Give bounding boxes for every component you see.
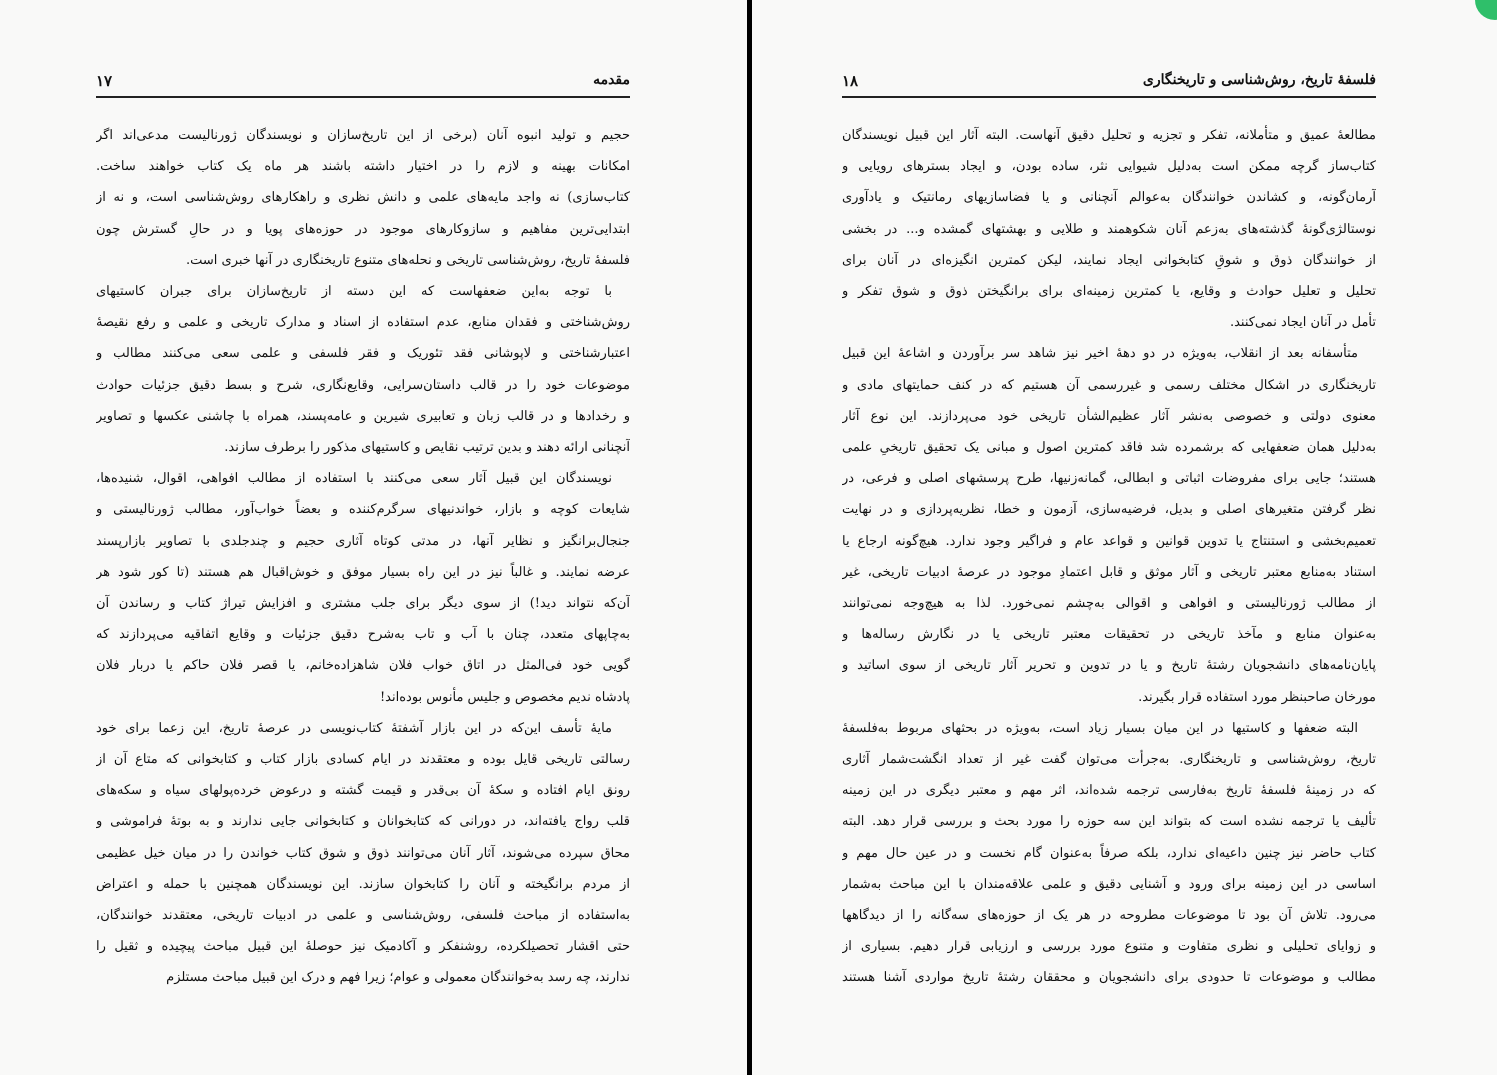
left-page-header — [96, 66, 630, 98]
text-line: حجیم و تولید انبوه آنان (برخی از این تاریخ‌سازان و نویسندگان ژورنالیست مدعی‌اند اگر — [96, 128, 630, 143]
text-line: آنچنانی ارائه دهند و بدین ترتیب نقایص و کاستیهای مذکور را برطرف سازند. — [224, 440, 630, 456]
text-line: به‌استفاده از مباحث فلسفی، روش‌شناسی و علمی در ادبیات تاریخی، معتقدند خوانندگان، — [96, 908, 630, 924]
text-line: امکانات بهینه و لازم را در اختیار داشته باشند هر ماه یک کتاب خواهند ساخت. — [96, 159, 630, 175]
text-line: کتاب حاضر نیز چنین داعیه‌ای ندارد، بلکه صرفاً به‌عنوان گام نخست و در عین حال مهم و — [842, 845, 1376, 861]
right-page-number: ۱۸ — [842, 72, 859, 90]
text-line: ابتدایی‌ترین مفاهیم و سازوکارهای موجود در حوزه‌های پویا و در حالِ گسترش چون — [96, 221, 630, 237]
text-line: تأمل در آنان ایجاد نمی‌کنند. — [1229, 315, 1376, 331]
text-line: فلسفهٔ تاریخ، روش‌شناسی تاریخی و نحله‌های متنوع تاریخنگاری در آنها خبری است. — [186, 252, 630, 268]
text-line: از مطالب ژورنالیستی و افواهی و اقوالی به‌چشم نمی‌خورد. لذا به هیچ‌وجه نمی‌توانند — [842, 596, 1376, 612]
text-line: نظر گرفتن متغیرهای اصلی و بدیل، فرضیه‌سازی، آزمون و خطا، نظریه‌پردازی و در نهایت — [842, 502, 1376, 518]
text-line: تعمیم‌بخشی و استنتاج یا تدوین قوانین و قواعد عام و فراگیر وجود ندارد. هیچ‌گونه ارجاع یا — [842, 533, 1376, 549]
left-running-title: مقدمه — [593, 72, 630, 88]
text-line: پادشاه ندیم مخصوص و جلیس مأنوس بوده‌اند! — [379, 689, 630, 705]
text-line: با توجه به‌این ضعفهاست که این دسته از تاریخ‌سازان برای جبران کاستیهای — [96, 284, 612, 300]
text-line: از مردم برانگیخته و آنان را کتابخوان سازند. این نویسندگان همچنین با حمله و اعتراض — [96, 876, 630, 892]
text-line: عرضه نمایند. و غالباً نیز در این راه بسیار موفق و خوش‌اقبال هم هستند (تا کور شود هر — [96, 564, 630, 580]
text-line: به‌عنوان منابع و مآخذ تاریخی در تحقیقات معتبر تاریخی یا در نگارش رساله‌ها و — [842, 627, 1376, 643]
text-line: مطالب و موضوعات تا حدودی برای دانشجویان و محققان رشتهٔ تاریخ مواردی آشنا هستند — [842, 970, 1376, 986]
text-line: تألیف یا ترجمه نشده است که بتواند این سه حوزه را مورد بحث و بررسی قرار دهد. البته — [842, 814, 1376, 830]
text-line: شایعات کوچه و بازار، خواندنیهای سرگرم‌کننده و بعضاً خواب‌آور، مطالب ژورنالیستی و — [96, 502, 630, 518]
text-line: رونق ایام افتاده و سکهٔ آن بی‌قدر و قیمت گشته و درعوض خرده‌پولهای سیاه و سکه‌های — [96, 783, 630, 799]
text-line: به‌چاپهای متعدد، چنان با آب و تاب به‌شرح دقیق جزئیات و وقایع اتفاقیه می‌پردازند که — [96, 627, 630, 643]
text-line: هستند؛ جایی برای مفروضات اثباتی و ابطالی، گمانه‌زنیها، طرح پرسشهای اصلی و فرعی، در — [842, 471, 1376, 487]
text-line: گویی خود فی‌المثل در اتاق خواب فلان شاهزاده‌خانم، یا قصر فلان حاکم یا دربار فلان — [96, 658, 630, 674]
text-line: می‌رود. تلاش آن بود تا موضوعات مطروحه در هر یک از حوزه‌های سه‌گانه را از دیدگاهها — [842, 908, 1376, 924]
text-line: مورخان صاحبنظر مورد استفاده قرار بگیرند. — [1138, 689, 1376, 705]
text-line: پایان‌نامه‌های دانشجویان رشتهٔ تاریخ و یا در تدوین و تحریر آثار تاریخی از سوی اساتید و — [842, 658, 1376, 674]
text-line: رسالتی تاریخی قایل بوده و معتقدند در ایام کسادی بازار کتاب و کتابخوانی که متاع آن از — [96, 752, 630, 768]
text-line: اساسی در این زمینه برای ورود و آشنایی دقیق و علمی علاقه‌مندان با این مباحث به‌شمار — [842, 876, 1376, 892]
right-page-header — [842, 66, 1376, 98]
text-line: محاق سپرده می‌شوند، آثار آنان می‌توانند ذوق و شوق کتاب خواندن را در میان خیل عظیمی — [96, 845, 630, 861]
text-line: آن‌که نتواند دید!) از سوی دیگر برای جلب مشتری و افزایش تیراژ کتاب و رساندن آن — [96, 596, 630, 612]
right-running-title: فلسفهٔ تاریخ، روش‌شناسی و تاریخنگاری — [1142, 72, 1376, 88]
status-dot-icon — [1475, 0, 1497, 20]
text-line: استناد به‌منابع معتبر تاریخی و آثار موثق و قابل اعتمادِ موجود در عرصهٔ ادبیات تاریخی، غیر — [842, 564, 1376, 580]
text-line: به‌دلیل همان ضعفهایی که برشمرده شد فاقد کمترین اصول و مبانی یک تحقیق تاریخیِ علمی — [842, 440, 1376, 456]
text-line: از خوانندگان ذوق و شوقِ کتابخوانی ایجاد نمایند، لیکن کمترین انگیزه‌ای در آنان برای — [842, 252, 1376, 268]
text-line: تاریخنگاری در اشکال مختلف رسمی و غیررسمی آن هستیم که در کنف حمایتهای مادی و — [842, 377, 1376, 393]
text-line: که در زمینهٔ فلسفهٔ تاریخ به‌فارسی ترجمه شده‌اند، اثر مهم و معتبر دیگری در این زمینه — [842, 783, 1376, 799]
left-page-text — [96, 120, 630, 994]
text-line: نویسندگان این قبیل آثار سعی می‌کنند با استفاده از مطالب افواهی، اقوال، شنیده‌ها، — [96, 471, 612, 487]
text-line: معنوی دولتی و خصوصی به‌نشر آثار عظیم‌الشأن تاریخی خود می‌پردازند. این نوع آثار — [842, 408, 1376, 424]
text-line: کتاب‌ساز گرچه ممکن است به‌دلیل شیوایی نثر، ساده بودن، و ایجاد بسترهای رویایی و — [842, 159, 1376, 175]
text-line: و رخدادها و در قالب زبان و تعابیری شیرین و عامه‌پسند، همراه با چاشنی عکسها و تصاویر — [96, 408, 630, 424]
text-line: ندارند، چه رسد به‌خوانندگان معمولی و عوام؛ زیرا فهم و درک این قبیل مباحث مستلزم — [166, 970, 630, 986]
text-line: آرمان‌گونه، و کشاندن خوانندگان به‌عوالم آنچنانی و یا فضاسازیهای رمانتیک و یادآوری — [842, 190, 1376, 206]
right-page — [752, 0, 1497, 1075]
text-line: نوستالژی‌گونهٔ گذشته‌های به‌زعم آنان شکوهمند و طلایی و بهشتهای گمشده و... در بخشی — [842, 221, 1376, 237]
text-line: مایهٔ تأسف این‌که در این بازار آشفتهٔ کتاب‌نویسی در عرصهٔ تاریخ، این زعما برای خود — [96, 720, 612, 736]
text-line: تحلیل و تعلیل حوادث و وقایع، یا کمترین زمینه‌ای برای برانگیختن ذوق و شوق تفکر و — [842, 284, 1376, 300]
left-page-number: ۱۷ — [96, 72, 113, 90]
text-line: موضوعات خود را در قالب داستان‌سرایی، وقایع‌نگاری، شرح و بسط دقیق جزئیات حوادث — [96, 377, 630, 393]
text-line: اعتبارشناختی و لاپوشانی فقد تئوریک و فقر فلسفی و علمی سعی می‌کنند مطالب و — [96, 346, 630, 362]
text-line: قلب رواج یافته‌اند، در دورانی که کتابخوانان و کتابخوانی جایی ندارند و به بوتهٔ فراموشی و — [96, 814, 630, 830]
text-line: کتاب‌سازی) نه واجد مایه‌های علمی و دانش نظری و راهکارهای روش‌شناسی است، و نه از — [96, 190, 630, 206]
right-page-text — [842, 120, 1376, 994]
text-line: روش‌شناختی و فقدان منابع، عدم استفاده از اسناد و مدارک تاریخی و علمی و رفع نقیصهٔ — [96, 315, 630, 331]
text-line: جنجال‌برانگیز و نظایر آنها، در مدتی کوتاه آثاری حجیم و چندجلدی با تصاویر بازارپسند — [96, 533, 630, 549]
text-line: و زوایای تحلیلی و نظری متفاوت و متنوع مورد بررسی و ارزیابی قرار دهیم. بسیاری از — [842, 939, 1376, 955]
text-line: تاریخ، روش‌شناسی و تاریخنگاری. به‌جرأت می‌توان گفت غیر از تعداد انگشت‌شمار آثاری — [842, 752, 1376, 768]
left-page — [0, 0, 748, 1075]
text-line: متأسفانه بعد از انقلاب، به‌ویژه در دو دههٔ اخیر نیز شاهد سر برآوردن و اشاعهٔ این قبیل — [842, 346, 1358, 362]
text-line: البته ضعفها و کاستیها در این میان بسیار زیاد است، به‌ویژه در بحثهای مربوط به‌فلسفهٔ — [842, 720, 1358, 736]
text-line: مطالعهٔ عمیق و متأملانه، تفکر و تجزیه و تحلیل دقیق آنهاست. البته آثار این قبیل نویسندگان — [842, 128, 1376, 143]
text-line: حتی اقشار تحصیلکرده، روشنفکر و آکادمیک نیز حوصلهٔ این قبیل مباحث پیچیده و ثقیل را — [96, 939, 630, 955]
